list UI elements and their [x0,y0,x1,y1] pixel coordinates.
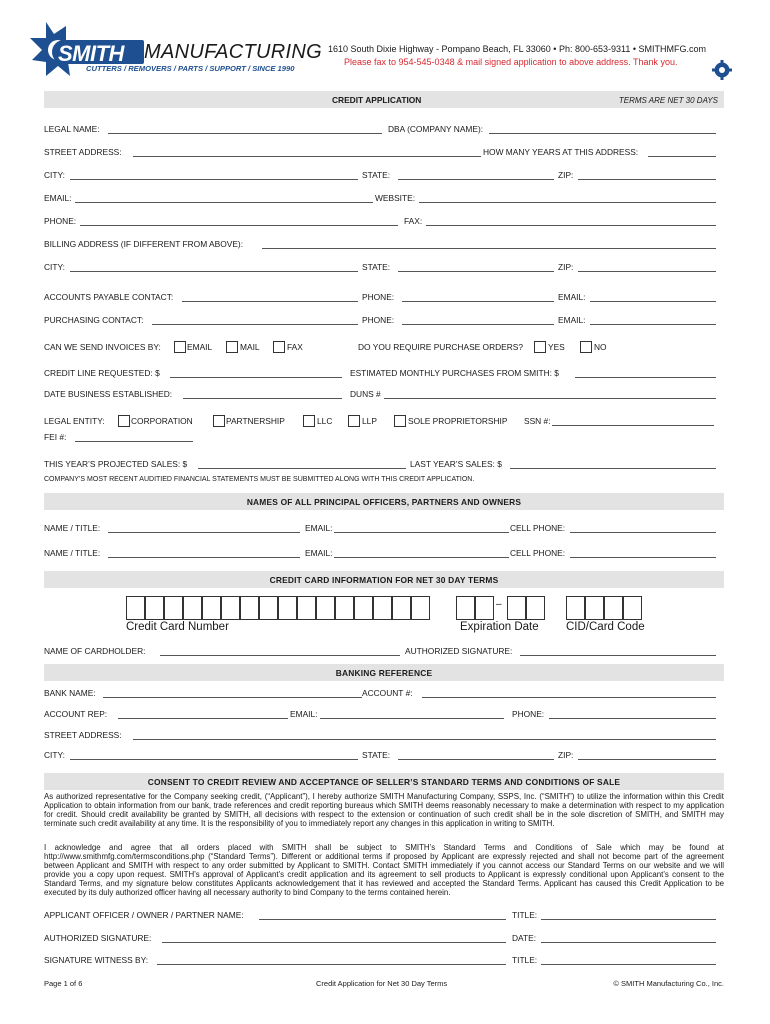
po-no-checkbox[interactable] [580,341,592,353]
years-at-address-field[interactable] [648,156,716,157]
credit-application-title: CREDIT APPLICATION [332,95,422,105]
logo-manufacturing: MANUFACTURING [144,41,322,63]
audited-statements-note: COMPANY’S MOST RECENT AUDITIED FINANCIAL STATEMENTS MUST BE SUBMITTED ALONG WITH THIS CREDIT APPLICATION. [44,476,475,483]
card-authorized-signature-label: AUTHORIZED SIGNATURE: [405,646,513,656]
cid-digit-box[interactable] [585,596,604,620]
billing-zip-label: ZIP: [558,262,574,272]
purchasing-phone-label: PHONE: [362,315,395,325]
po-yes-label: YES [548,342,565,352]
duns-field[interactable] [384,398,716,399]
credit-card-header [44,571,724,588]
bank-street-label: STREET ADDRESS: [44,730,122,740]
witness-title-label: TITLE: [512,955,538,965]
officer1-email-label: EMAIL: [305,523,333,533]
card-digit-box[interactable] [221,596,240,620]
banking-header [44,664,724,681]
officer1-email-field[interactable] [334,532,509,533]
llc-checkbox[interactable] [303,415,315,427]
account-rep-label: ACCOUNT REP: [44,709,108,719]
billing-zip-field[interactable] [578,271,716,272]
officer2-name-label: NAME / TITLE: [44,548,101,558]
officer1-cell-field[interactable] [570,532,716,533]
account-number-label: ACCOUNT #: [362,688,413,698]
consent-date-field[interactable] [541,942,716,943]
city-field[interactable] [70,179,358,180]
bank-email-label: EMAIL: [290,709,318,719]
officers-title: NAMES OF ALL PRINCIPAL OFFICERS, PARTNERS AND OWNERS [246,497,522,507]
purchasing-contact-field[interactable] [152,324,358,325]
card-digit-box[interactable] [354,596,373,620]
card-digit-box[interactable] [126,596,145,620]
ap-email-label: EMAIL: [558,292,586,302]
state-label: STATE: [362,170,391,180]
banking-title: BANKING REFERENCE [335,668,433,678]
officer2-cell-field[interactable] [570,557,716,558]
partnership-checkbox[interactable] [213,415,225,427]
fei-label: FEI #: [44,432,67,442]
legal-entity-label: LEGAL ENTITY: [44,416,105,426]
bank-phone-field[interactable] [549,718,716,719]
ssn-field[interactable] [552,425,714,426]
city-label: CITY: [44,170,65,180]
expiration-digit-box[interactable] [456,596,475,620]
invoice-email-checkbox[interactable] [174,341,186,353]
sole-proprietorship-checkbox[interactable] [394,415,406,427]
billing-address-label: BILLING ADDRESS (IF DIFFERENT FROM ABOVE): [44,239,244,249]
state-field[interactable] [398,179,554,180]
card-digit-box[interactable] [297,596,316,620]
consent-date-label: DATE: [512,933,537,943]
billing-city-label: CITY: [44,262,65,272]
purchasing-email-label: EMAIL: [558,315,586,325]
officer-title-label: TITLE: [512,910,538,920]
billing-address-field[interactable] [262,248,716,249]
invoice-mail-label: MAIL [240,342,260,352]
cardholder-name-field[interactable] [160,655,400,656]
credit-card-title: CREDIT CARD INFORMATION FOR NET 30 DAY TERMS [269,575,499,585]
po-no-label: NO [594,342,607,352]
bank-city-field[interactable] [70,759,358,760]
invoice-method-label: CAN WE SEND INVOICES BY: [44,342,161,352]
partnership-label: PARTNERSHIP [226,416,285,426]
account-rep-field[interactable] [118,718,288,719]
llp-label: LLP [362,416,377,426]
bank-street-field[interactable] [133,739,716,740]
fax-instructions: Please fax to 954-545-0348 & mail signed application to above address. Thank you. [344,57,678,67]
terms-label: TERMS ARE NET 30 DAYS [618,96,718,105]
card-digit-box[interactable] [411,596,430,620]
bank-city-label: CITY: [44,750,65,760]
dba-field[interactable] [489,133,716,134]
card-digit-box[interactable] [164,596,183,620]
consent-title: CONSENT TO CREDIT REVIEW AND ACCEPTANCE OF SELLER’S STANDARD TERMS AND CONDITIONS OF SALE [147,777,621,787]
consent-paragraph-1: As authorized representative for the Company seeking credit, (“Applicant”), I hereby authorize SMITH Manufacturing Company, SSPS, Inc. (“SMITH”) to utilize the information within this Credit Application to obtain information from our bank, trade references and credit reporting bureaus which SMITH deems reasonably necessary to make a determination with respect to my application for credit. Should credit availability be granted by SMITH, all decisions with respect to the extension or continuation of such credit shall be in the sole discretion of SMITH, and SMITH may terminate such credit availability at any time. It is the responsibility of you to immediately report any changes in this application in writing to SMITH. [44,792,724,829]
website-field[interactable] [419,202,716,203]
applicant-officer-field[interactable] [259,919,506,920]
page-number: Page 1 of 6 [44,979,83,988]
officer2-cell-label: CELL PHONE: [510,548,566,558]
card-digit-box[interactable] [240,596,259,620]
billing-state-field[interactable] [398,271,554,272]
bank-name-field[interactable] [103,697,362,698]
company-address: 1610 South Dixie Highway - Pompano Beach, FL 33060 • Ph: 800-653-9311 • SMITHMFG.com [328,44,706,54]
applicant-officer-label: APPLICANT OFFICER / OWNER / PARTNER NAME: [44,910,244,920]
purchasing-email-field[interactable] [590,324,716,325]
officer1-name-field[interactable] [108,532,300,533]
card-digit-box[interactable] [335,596,354,620]
account-number-field[interactable] [422,697,716,698]
zip-label: ZIP: [558,170,574,180]
invoice-mail-checkbox[interactable] [226,341,238,353]
logo-smith: SMITH [58,41,124,66]
cid-digit-box[interactable] [604,596,623,620]
bank-state-label: STATE: [362,750,391,760]
credit-line-label: CREDIT LINE REQUESTED: $ [44,368,160,378]
date-established-label: DATE BUSINESS ESTABLISHED: [44,389,173,399]
purchasing-contact-label: PURCHASING CONTACT: [44,315,144,325]
witness-label: SIGNATURE WITNESS BY: [44,955,149,965]
phone-label: PHONE: [44,216,77,226]
street-address-field[interactable] [133,156,481,157]
ap-contact-label: ACCOUNTS PAYABLE CONTACT: [44,292,174,302]
credit-application-header [44,91,724,108]
expiration-separator: – [496,599,502,610]
bank-zip-field[interactable] [578,759,716,760]
card-digit-box[interactable] [145,596,164,620]
footer-copyright: © SMITH Manufacturing Co., Inc. [613,979,724,988]
cid-code-label: CID/Card Code [566,621,645,633]
card-digit-box[interactable] [183,596,202,620]
last-year-sales-label: LAST YEAR’S SALES: $ [410,459,502,469]
phone-field[interactable] [80,225,398,226]
consent-signature-field[interactable] [162,942,506,943]
consent-paragraph-2: I acknowledge and agree that all orders placed with SMITH shall be subject to SMITH’s Standard Terms and Conditions of Sale which may be found at http://www.smithmfg.com/termsconditions.php (“Standard Terms”). Different or additional terms if proposed by Applicant are expressly rejected and shall not become part of the agreement between Applicant and SMITH with respect to any order submitted by Applicant to SMITH. Contact SMITH immediately if you cannot access our Standard Terms on our website and we will provide you a copy upon request. SMITH’s approval of Applicant’s credit application and its agreement to sell products to Applicant is expressly conditional upon Applicant’s consent to the Standard Terms, and my signature below constitutes Applicants acknowledgement that it has reviewed and accepted the Standard Terms. Applicant has caused this Credit Application to be executed by its duly authorized officer having all necessary authority to bind Company to the terms contained herein. [44,843,724,898]
consent-header [44,773,724,790]
witness-field[interactable] [157,964,506,965]
cid-digit-box[interactable] [566,596,585,620]
gear-icon [712,60,732,80]
projected-sales-label: THIS YEAR’S PROJECTED SALES: $ [44,459,188,469]
date-established-field[interactable] [183,398,342,399]
email-field[interactable] [75,202,373,203]
fei-field[interactable] [75,441,193,442]
card-number-label: Credit Card Number [126,621,229,633]
company-logo [28,20,322,76]
website-label: WEBSITE: [375,193,416,203]
card-digit-box[interactable] [202,596,221,620]
officer1-name-label: NAME / TITLE: [44,523,101,533]
ap-contact-field[interactable] [182,301,358,302]
invoice-fax-checkbox[interactable] [273,341,285,353]
expiration-digit-box[interactable] [526,596,545,620]
logo-tagline: CUTTERS / REMOVERS / PARTS / SUPPORT / SINCE 1990 [86,64,295,73]
sole-proprietorship-label: SOLE PROPRIETORSHIP [408,416,508,426]
cardholder-name-label: NAME OF CARDHOLDER: [44,646,146,656]
corporation-label: CORPORATION [131,416,193,426]
expiration-digit-box[interactable] [475,596,494,620]
cid-digit-box[interactable] [623,596,642,620]
officer1-cell-label: CELL PHONE: [510,523,566,533]
billing-city-field[interactable] [70,271,358,272]
expiration-digit-box[interactable] [507,596,526,620]
purchasing-phone-field[interactable] [402,324,554,325]
fax-field[interactable] [426,225,716,226]
bank-zip-label: ZIP: [558,750,574,760]
invoice-email-label: EMAIL [187,342,213,352]
fax-label: FAX: [404,216,423,226]
llc-label: LLC [317,416,333,426]
bank-state-field[interactable] [398,759,554,760]
card-digit-box[interactable] [392,596,411,620]
llp-checkbox[interactable] [348,415,360,427]
years-at-address-label: HOW MANY YEARS AT THIS ADDRESS: [483,147,639,157]
duns-label: DUNS # [350,389,381,399]
street-address-label: STREET ADDRESS: [44,147,122,157]
officer2-email-label: EMAIL: [305,548,333,558]
card-digit-box[interactable] [316,596,335,620]
card-authorized-signature-field[interactable] [520,655,716,656]
corporation-checkbox[interactable] [118,415,130,427]
ssn-label: SSN #: [524,416,551,426]
footer-title: Credit Application for Net 30 Day Terms [316,979,448,988]
officer2-email-field[interactable] [334,557,509,558]
monthly-purchases-label: ESTIMATED MONTHLY PURCHASES FROM SMITH: $ [350,368,559,378]
dba-label: DBA (COMPANY NAME): [388,124,484,134]
bank-phone-label: PHONE: [512,709,545,719]
purchase-orders-label: DO YOU REQUIRE PURCHASE ORDERS? [358,342,524,352]
zip-field[interactable] [578,179,716,180]
credit-line-field[interactable] [170,377,342,378]
card-digit-box[interactable] [259,596,278,620]
email-label: EMAIL: [44,193,72,203]
projected-sales-field[interactable] [198,468,406,469]
monthly-purchases-field[interactable] [575,377,716,378]
legal-name-label: LEGAL NAME: [44,124,100,134]
invoice-fax-label: FAX [287,342,303,352]
card-digit-box[interactable] [278,596,297,620]
ap-phone-label: PHONE: [362,292,395,302]
consent-signature-label: AUTHORIZED SIGNATURE: [44,933,152,943]
last-year-sales-field[interactable] [510,468,716,469]
officer2-name-field[interactable] [108,557,300,558]
billing-state-label: STATE: [362,262,391,272]
expiration-date-label: Expiration Date [460,621,539,633]
legal-name-field[interactable] [108,133,382,134]
officer-title-field[interactable] [541,919,716,920]
po-yes-checkbox[interactable] [534,341,546,353]
officers-header [44,493,724,510]
ap-phone-field[interactable] [402,301,554,302]
bank-name-label: BANK NAME: [44,688,96,698]
card-digit-box[interactable] [373,596,392,620]
ap-email-field[interactable] [590,301,716,302]
bank-email-field[interactable] [320,718,504,719]
witness-title-field[interactable] [541,964,716,965]
